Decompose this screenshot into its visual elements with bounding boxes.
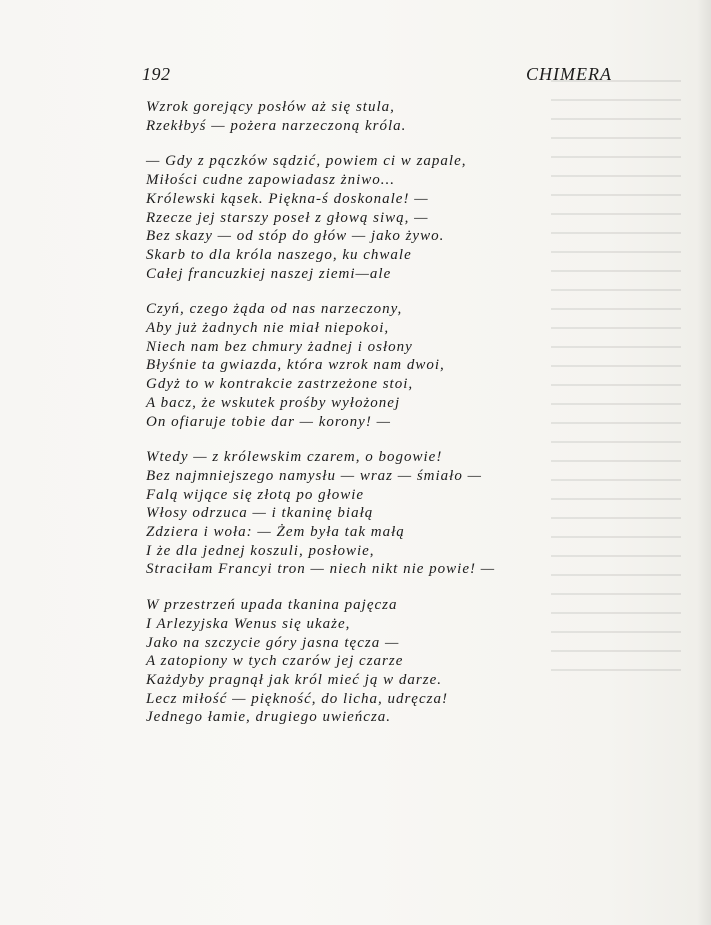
page-number: 192 bbox=[142, 64, 171, 84]
poem-line: Wtedy — z królewskim czarem, o bogowie! bbox=[146, 449, 443, 466]
poem-line: A bacz, że wskutek prośby wyłożonej bbox=[146, 394, 401, 411]
poem-line: Jednego łamie, drugiego uwieńcza. bbox=[146, 709, 392, 726]
poem-line: A zatopiony w tych czarów jej czarze bbox=[146, 653, 404, 670]
poem-line: On ofiaruje tobie dar — korony! — bbox=[146, 413, 391, 430]
stanza bbox=[146, 98, 606, 135]
poem-line: Zdziera i woła: — Żem była tak małą bbox=[146, 524, 405, 541]
stanza bbox=[146, 448, 606, 579]
poem-line: Gdyż to w kontrakcie zastrzeżone stoi, bbox=[146, 376, 414, 393]
poem-line: Włosy odrzuca — i tkaninę białą bbox=[146, 505, 374, 522]
poem-line: Błyśnie ta gwiazda, która wzrok nam dwoi, bbox=[146, 357, 445, 374]
stanza bbox=[146, 300, 606, 431]
poem-line: Aby już żadnych nie miał niepokoi, bbox=[146, 320, 390, 337]
poem-line: Bez najmniejszego namysłu — wraz — śmiało — bbox=[146, 467, 482, 484]
poem-line: Rzecze jej starszy poseł z głową siwą, — bbox=[146, 209, 429, 226]
page-edge-shadow bbox=[697, 0, 711, 925]
poem-line: Lecz miłość — piękność, do licha, udręcza! bbox=[146, 690, 448, 707]
poem-line: Całej francuzkiej naszej ziemi—ale bbox=[146, 265, 392, 282]
stanza bbox=[146, 596, 606, 727]
poem-line: Każdyby pragnął jak król mieć ją w darze. bbox=[146, 671, 442, 688]
poem-line: Skarb to dla króla naszego, ku chwale bbox=[146, 246, 412, 263]
stanza bbox=[146, 152, 606, 283]
running-title: CHIMERA bbox=[526, 64, 612, 84]
poem-line: Wzrok gorejący posłów aż się stula, bbox=[146, 99, 395, 115]
poem-line: Jako na szczycie góry jasna tęcza — bbox=[146, 634, 400, 651]
poem-line: I że dla jednej koszuli, posłowie, bbox=[146, 542, 375, 559]
poem-line: W przestrzeń upada tkanina pajęcza bbox=[146, 597, 398, 614]
poem-line: Straciłam Francyi tron — niech nikt nie powie! — bbox=[146, 561, 496, 578]
poem-line: Niech nam bez chmury żadnej i osłony bbox=[146, 338, 413, 355]
poem-text bbox=[146, 98, 606, 744]
page-header bbox=[142, 64, 612, 88]
poem-line: Królewski kąsek. Piękna-ś doskonale! — bbox=[146, 190, 429, 207]
poem-line: — Gdy z pączków sądzić, powiem ci w zapale, bbox=[146, 153, 467, 170]
poem-line: Falą wijące się złotą po głowie bbox=[146, 486, 365, 503]
poem-line: Czyń, czego żąda od nas narzeczony, bbox=[146, 301, 403, 318]
poem-line: I Arlezyjska Wenus się ukaże, bbox=[146, 615, 351, 632]
poem-line: Miłości cudne zapowiadasz żniwo... bbox=[146, 172, 396, 189]
poem-line: Rzekłbyś — pożera narzeczoną króla. bbox=[146, 117, 407, 134]
poem-line: Bez skazy — od stóp do głów — jako żywo. bbox=[146, 228, 445, 245]
